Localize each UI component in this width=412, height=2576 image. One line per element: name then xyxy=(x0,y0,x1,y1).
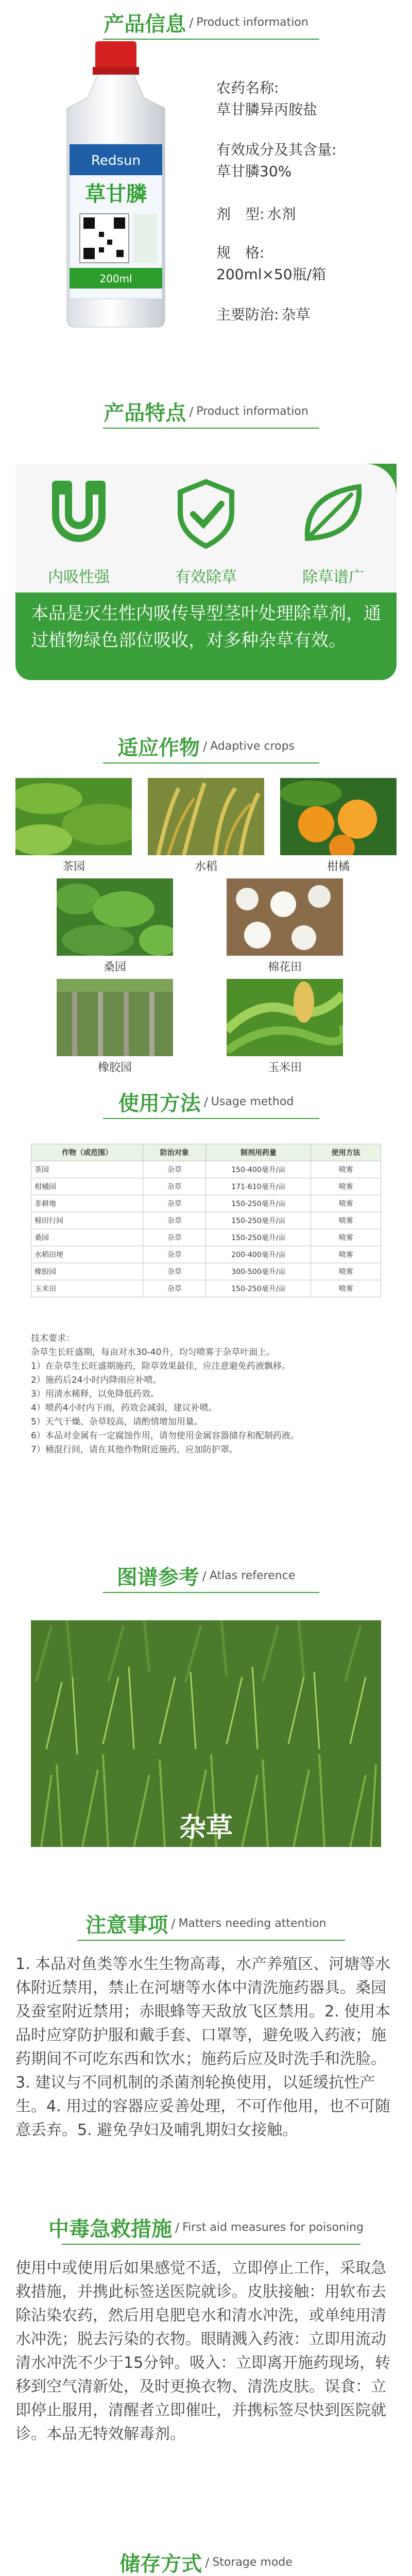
table-row: 柑橘园 杂草 171-610毫升/亩 喷雾 xyxy=(31,1178,381,1195)
section-underline xyxy=(103,762,319,764)
table-row: 非耕地 杂草 150-250毫升/亩 喷雾 xyxy=(31,1195,381,1212)
note-line: 3）用清水稀释，以免降低药效。 xyxy=(31,1389,159,1399)
section-underline xyxy=(103,1592,319,1593)
crop-label: 水稻 xyxy=(194,860,217,873)
product-bottle-image xyxy=(41,41,191,330)
crop-label: 茶园 xyxy=(62,860,85,873)
note-line: 1）在杂草生长旺盛期施药，除草效果最佳，应注意避免药液飘移。 xyxy=(31,1361,290,1371)
crop-label: 玉米田 xyxy=(267,1061,302,1074)
usage-table xyxy=(31,1144,381,1297)
shield-check-icon xyxy=(167,474,245,551)
section-underline xyxy=(103,428,319,429)
section-title: 储存方式 xyxy=(119,2552,202,2576)
section-title: 产品特点 xyxy=(104,401,186,425)
crop-label: 棉花田 xyxy=(267,961,302,974)
citrus-image xyxy=(280,778,397,855)
section-title: 产品信息 xyxy=(104,12,186,36)
note-line: 5）天气干燥、杂草较高，请酌情增加用量。 xyxy=(31,1417,203,1427)
section-title: 中毒急救措施 xyxy=(48,2217,172,2241)
cotton-field-image xyxy=(227,878,343,956)
bottle-brand-text: Redsun xyxy=(91,153,141,168)
rubber-garden-image xyxy=(57,979,173,1056)
weed-label: 杂草 xyxy=(179,1812,233,1843)
note-line: 2）施药后24小时内降雨应补喷。 xyxy=(31,1375,162,1385)
precautions-header: 注意事项 / Matters needing attention xyxy=(0,1909,412,1940)
rice-image xyxy=(148,778,264,855)
table-row: 茶园 杂草 150-400毫升/亩 喷雾 xyxy=(31,1161,381,1178)
table-row: 橡胶园 杂草 300-500毫升/亩 喷雾 xyxy=(31,1263,381,1280)
precautions-text: 1. 本品对鱼类等水生生物高毒，水产养殖区、河塘等水体附近禁用，禁止在河塘等水体中清洗施药器具。桑园及蚕室附近禁用；赤眼蜂等天敌放飞区禁用。2. 使用本品时应穿防护服和戴手套、口罩等，避免吸入药液；施药期间不可吃东西和饮水；施药后应及时洗手和洗脸。3. 建议与不同机制的杀菌剂轮换使用，以延缓抗性产生。4. 用过的容器应妥善处理，不可作他用，也不可随意丢弃。5. 避免孕妇及哺乳期妇女接触。 xyxy=(15,1955,391,2139)
corn-field-image xyxy=(227,979,343,1056)
tea-garden-image xyxy=(15,778,132,855)
crop-label: 桑园 xyxy=(103,961,126,974)
section-subtitle: First aid measures for poisoning xyxy=(182,2221,364,2234)
features-header: 产品特点 / Product information xyxy=(0,397,412,428)
usage-header: 使用方法 / Usage method xyxy=(0,1087,412,1118)
section-title: 适应作物 xyxy=(117,736,200,760)
note-line: 4）喷药4小时内下雨，药效会减弱，建议补喷。 xyxy=(31,1403,217,1413)
table-row: 桑园 杂草 150-250毫升/亩 喷雾 xyxy=(31,1229,381,1246)
first-aid-header: 中毒急救措施 / First aid measures for poisoning xyxy=(0,2213,412,2244)
bottle-product-name: 草甘膦 xyxy=(85,182,147,206)
note-line: 7）桶混行间，请在其他作物附近施药，应加防护罩。 xyxy=(31,1445,238,1455)
crop-label: 柑橘 xyxy=(327,860,350,873)
section-underline xyxy=(103,1118,319,1119)
target-line: 主要防治: 杂草 xyxy=(216,306,311,323)
features-description: 本品是灭生性内吸传导型茎叶处理除草剂，通过植物绿色部位吸收，对多种杂草有效。 xyxy=(31,603,381,651)
spec-line: 规 格: 200ml×50瓶/箱 xyxy=(216,244,327,283)
storage-header: 储存方式 / Storage mode xyxy=(0,2548,412,2576)
section-underline xyxy=(77,1940,345,1941)
section-subtitle: Product information xyxy=(196,405,308,418)
product-name-line: 农药名称: 草甘膦异丙胺盐 xyxy=(216,79,318,118)
section-underline xyxy=(103,39,319,40)
active-ingredient-line: 有效成分及其含量: 草甘膦30% xyxy=(216,141,337,180)
table-row: 棉田行间 杂草 150-250毫升/亩 喷雾 xyxy=(31,1212,381,1229)
section-underline xyxy=(62,2244,360,2245)
section-title: 图谱参考 xyxy=(116,1566,199,1589)
notes-title: 技术要求： xyxy=(31,1333,75,1344)
formulation-line: 剂 型: 水剂 xyxy=(216,206,296,223)
section-title: 使用方法 xyxy=(118,1092,201,1115)
section-subtitle: Matters needing attention xyxy=(178,1917,327,1930)
section-title: 注意事项 xyxy=(85,1913,168,1937)
features-panel xyxy=(15,464,397,680)
note-line: 6）本品对金属有一定腐蚀作用，请勿使用金属容器储存和配制药液。 xyxy=(31,1431,299,1441)
note-line: 杂草生长旺盛期，每亩对水30-40升，均匀喷雾于杂草叶面上。 xyxy=(31,1347,276,1358)
table-header-row: 作物（或范围） 防治对象 制剂用药量 使用方法 xyxy=(31,1144,381,1161)
usage-notes xyxy=(31,1332,381,1457)
section-subtitle: Atlas reference xyxy=(209,1569,296,1582)
crops-header: 适应作物 / Adaptive crops xyxy=(0,732,412,762)
mulberry-garden-image xyxy=(57,878,173,956)
magnet-icon xyxy=(40,474,117,551)
section-subtitle: Storage mode xyxy=(212,2556,293,2569)
leaf-icon xyxy=(295,474,372,551)
crop-label: 橡胶园 xyxy=(97,1061,132,1074)
reference-header: 图谱参考 / Atlas reference xyxy=(0,1561,412,1592)
section-subtitle: Adaptive crops xyxy=(210,740,295,753)
table-row: 玉米田 杂草 150-250毫升/亩 喷雾 xyxy=(31,1280,381,1297)
bottle-volume-text: 200ml xyxy=(99,273,132,285)
first-aid-text: 使用中或使用后如果感觉不适，立即停止工作，采取急救措施，并携此标签送医院就诊。皮肤接触：用软布去除沾染农药，然后用皂肥皂水和清水冲洗，或单纯用清水冲洗；脱去污染的衣物。眼睛溅入药液：立即用流动清水冲洗不少于15分钟。吸入：立即离开施药现场，转移到空气清新处，及时更换衣物、清洗皮肤。误食：立即停止服用，清醒者立即催吐，并携标签尽快到医院就诊。本品无特效解毒剂。 xyxy=(15,2259,391,2443)
feature-item: 除草谱广 xyxy=(270,474,397,553)
section-subtitle: Product information xyxy=(196,16,308,29)
section-subtitle: Usage method xyxy=(211,1095,294,1108)
feature-item: 内吸性强 xyxy=(15,474,142,553)
table-row: 水稻田埂 杂草 200-400毫升/亩 喷雾 xyxy=(31,1246,381,1263)
weed-reference-image xyxy=(31,1620,381,1847)
feature-item: 有效除草 xyxy=(143,474,269,553)
product-info-header: 产品信息 / Product information xyxy=(0,8,412,39)
